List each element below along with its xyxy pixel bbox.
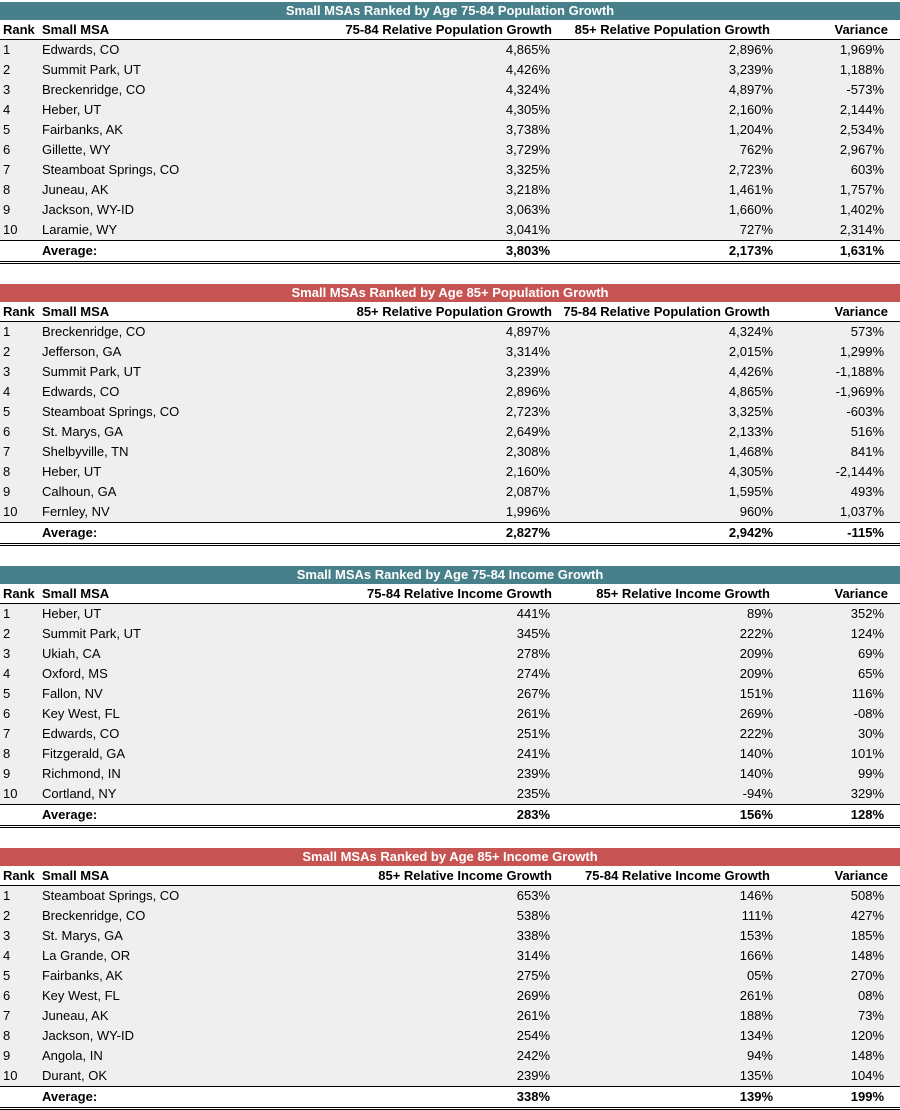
table-row [0, 40, 900, 60]
rank-cell: 6 [3, 142, 11, 157]
rank-cell: 3 [3, 82, 11, 97]
secondary-value-cell: 151% [739, 686, 773, 701]
variance-cell: -573% [846, 82, 884, 97]
secondary-value-cell: 05% [746, 968, 773, 983]
primary-value-cell: 242% [516, 1048, 550, 1063]
primary-value-cell: 274% [516, 666, 550, 681]
rank-cell: 8 [3, 182, 11, 197]
rank-cell: 7 [3, 444, 11, 459]
secondary-value-cell: 2,133% [728, 424, 773, 439]
average-row [0, 1086, 900, 1110]
variance-cell: 65% [857, 666, 884, 681]
variance-cell: 120% [850, 1028, 884, 1043]
average-row [0, 240, 900, 264]
table-row [0, 220, 900, 240]
primary-value-cell: 3,239% [505, 364, 550, 379]
table-title: Small MSAs Ranked by Age 75-84 Income Growth [0, 566, 900, 584]
msa-name-cell: Edwards, CO [42, 726, 120, 741]
column-header-msa: Small MSA [42, 586, 110, 601]
rank-cell: 2 [3, 908, 11, 923]
column-header-primary: 85+ Relative Income Growth [378, 868, 552, 883]
primary-value-cell: 1,996% [505, 504, 550, 519]
primary-value-cell: 235% [516, 786, 550, 801]
primary-value-cell: 2,087% [505, 484, 550, 499]
secondary-value-cell: 261% [739, 988, 773, 1003]
rank-cell: 4 [3, 102, 11, 117]
secondary-value-cell: 1,204% [728, 122, 773, 137]
rank-cell: 9 [3, 484, 11, 499]
secondary-value-cell: 727% [739, 222, 773, 237]
variance-cell: 101% [850, 746, 884, 761]
msa-name-cell: Gillette, WY [42, 142, 111, 157]
average-label: Average: [42, 243, 98, 258]
msa-name-cell: St. Marys, GA [42, 928, 123, 943]
variance-cell: 1,188% [839, 62, 884, 77]
msa-name-cell: Shelbyville, TN [42, 444, 129, 459]
column-header-secondary: 85+ Relative Income Growth [596, 586, 770, 601]
table-row [0, 180, 900, 200]
variance-cell: 99% [857, 766, 884, 781]
secondary-value-cell: 2,015% [728, 344, 773, 359]
primary-value-cell: 269% [516, 988, 550, 1003]
rank-cell: 10 [3, 1068, 18, 1083]
average-label: Average: [42, 525, 98, 540]
variance-cell: 841% [850, 444, 884, 459]
table-row [0, 362, 900, 382]
msa-name-cell: Breckenridge, CO [42, 908, 146, 923]
secondary-value-cell: 153% [739, 928, 773, 943]
table-row [0, 100, 900, 120]
column-header-primary: 75-84 Relative Income Growth [367, 586, 552, 601]
secondary-value-cell: 134% [739, 1028, 773, 1043]
rank-cell: 10 [3, 786, 18, 801]
rank-cell: 6 [3, 988, 11, 1003]
secondary-value-cell: 94% [746, 1048, 773, 1063]
variance-cell: 427% [850, 908, 884, 923]
msa-name-cell: St. Marys, GA [42, 424, 123, 439]
secondary-value-cell: 2,160% [728, 102, 773, 117]
msa-name-cell: Ukiah, CA [42, 646, 101, 661]
variance-cell: 2,534% [839, 122, 884, 137]
rank-cell: 4 [3, 948, 11, 963]
column-header-primary: 85+ Relative Population Growth [356, 304, 552, 319]
average-label: Average: [42, 1089, 98, 1104]
rank-cell: 9 [3, 202, 11, 217]
secondary-value-cell: 4,426% [728, 364, 773, 379]
rank-cell: 7 [3, 1008, 11, 1023]
variance-cell: 329% [850, 786, 884, 801]
rank-cell: 8 [3, 464, 11, 479]
msa-name-cell: Richmond, IN [42, 766, 121, 781]
primary-value-cell: 2,896% [505, 384, 550, 399]
table-row [0, 966, 900, 986]
msa-name-cell: Durant, OK [42, 1068, 108, 1083]
table-row [0, 604, 900, 624]
average-variance: 1,631% [839, 243, 884, 258]
table-title: Small MSAs Ranked by Age 85+ Population Growth [0, 284, 900, 302]
primary-value-cell: 261% [516, 1008, 550, 1023]
average-primary: 283% [516, 807, 550, 822]
rank-cell: 9 [3, 766, 11, 781]
variance-cell: 603% [850, 162, 884, 177]
variance-cell: 124% [850, 626, 884, 641]
rank-cell: 3 [3, 646, 11, 661]
variance-cell: 69% [857, 646, 884, 661]
table-row [0, 140, 900, 160]
primary-value-cell: 275% [516, 968, 550, 983]
table-row [0, 624, 900, 644]
secondary-value-cell: 222% [739, 726, 773, 741]
variance-cell: 185% [850, 928, 884, 943]
column-header-variance: Variance [834, 22, 888, 37]
average-primary: 2,827% [505, 525, 550, 540]
variance-cell: 148% [850, 1048, 884, 1063]
primary-value-cell: 3,738% [505, 122, 550, 137]
primary-value-cell: 3,041% [505, 222, 550, 237]
msa-name-cell: Summit Park, UT [42, 626, 141, 641]
column-header-variance: Variance [834, 868, 888, 883]
variance-cell: 30% [857, 726, 884, 741]
table-row [0, 906, 900, 926]
rank-cell: 10 [3, 504, 18, 519]
msa-name-cell: Key West, FL [42, 988, 120, 1003]
variance-cell: 73% [857, 1008, 884, 1023]
table-75-84-income [0, 566, 900, 828]
variance-cell: 352% [850, 606, 884, 621]
variance-cell: 1,969% [839, 42, 884, 57]
primary-value-cell: 4,865% [505, 42, 550, 57]
variance-cell: 1,402% [839, 202, 884, 217]
primary-value-cell: 314% [516, 948, 550, 963]
secondary-value-cell: 4,305% [728, 464, 773, 479]
rank-cell: 1 [3, 42, 11, 57]
primary-value-cell: 2,649% [505, 424, 550, 439]
msa-name-cell: Calhoun, GA [42, 484, 117, 499]
secondary-value-cell: 4,324% [728, 324, 773, 339]
variance-cell: 148% [850, 948, 884, 963]
primary-value-cell: 345% [516, 626, 550, 641]
table-75-84-population [0, 2, 900, 264]
table-row [0, 644, 900, 664]
rank-cell: 5 [3, 122, 11, 137]
primary-value-cell: 2,160% [505, 464, 550, 479]
column-header-primary: 75-84 Relative Population Growth [345, 22, 552, 37]
msa-name-cell: Juneau, AK [42, 182, 109, 197]
rank-cell: 5 [3, 404, 11, 419]
column-header-msa: Small MSA [42, 304, 110, 319]
table-row [0, 502, 900, 522]
msa-name-cell: Fairbanks, AK [42, 968, 123, 983]
msa-name-cell: Oxford, MS [42, 666, 108, 681]
secondary-value-cell: 762% [739, 142, 773, 157]
variance-cell: 270% [850, 968, 884, 983]
average-row [0, 522, 900, 546]
primary-value-cell: 4,897% [505, 324, 550, 339]
secondary-value-cell: 1,595% [728, 484, 773, 499]
secondary-value-cell: 140% [739, 766, 773, 781]
primary-value-cell: 3,218% [505, 182, 550, 197]
table-row [0, 764, 900, 784]
primary-value-cell: 267% [516, 686, 550, 701]
table-row [0, 784, 900, 804]
rank-cell: 3 [3, 364, 11, 379]
table-row [0, 664, 900, 684]
table-row [0, 744, 900, 764]
primary-value-cell: 254% [516, 1028, 550, 1043]
variance-cell: 573% [850, 324, 884, 339]
rank-cell: 3 [3, 928, 11, 943]
secondary-value-cell: 1,461% [728, 182, 773, 197]
secondary-value-cell: 188% [739, 1008, 773, 1023]
msa-name-cell: Fallon, NV [42, 686, 103, 701]
average-secondary: 156% [739, 807, 773, 822]
variance-cell: 508% [850, 888, 884, 903]
primary-value-cell: 4,426% [505, 62, 550, 77]
msa-name-cell: Angola, IN [42, 1048, 103, 1063]
rank-cell: 1 [3, 606, 11, 621]
table-row [0, 482, 900, 502]
msa-name-cell: Fitzgerald, GA [42, 746, 126, 761]
table-row [0, 462, 900, 482]
msa-name-cell: Jackson, WY-ID [42, 1028, 134, 1043]
column-header-rank: Rank [3, 586, 35, 601]
secondary-value-cell: 2,896% [728, 42, 773, 57]
table-row [0, 886, 900, 906]
average-variance: -115% [847, 525, 884, 540]
secondary-value-cell: 1,660% [728, 202, 773, 217]
table-body [0, 40, 900, 240]
primary-value-cell: 239% [516, 1068, 550, 1083]
variance-cell: 493% [850, 484, 884, 499]
msa-name-cell: Steamboat Springs, CO [42, 404, 180, 419]
table-row [0, 80, 900, 100]
rank-cell: 7 [3, 726, 11, 741]
primary-value-cell: 338% [516, 928, 550, 943]
column-header-variance: Variance [834, 586, 888, 601]
table-title: Small MSAs Ranked by Age 75-84 Population Growth [0, 2, 900, 20]
secondary-value-cell: 2,723% [728, 162, 773, 177]
column-header-secondary: 85+ Relative Population Growth [574, 22, 770, 37]
msa-name-cell: Fairbanks, AK [42, 122, 123, 137]
msa-name-cell: Key West, FL [42, 706, 120, 721]
table-row [0, 684, 900, 704]
msa-name-cell: Steamboat Springs, CO [42, 888, 180, 903]
column-header-msa: Small MSA [42, 868, 110, 883]
rank-cell: 4 [3, 666, 11, 681]
table-row [0, 1066, 900, 1086]
variance-cell: 516% [850, 424, 884, 439]
msa-name-cell: Breckenridge, CO [42, 82, 146, 97]
msa-name-cell: Laramie, WY [42, 222, 118, 237]
secondary-value-cell: 135% [739, 1068, 773, 1083]
secondary-value-cell: 209% [739, 666, 773, 681]
variance-cell: 2,967% [839, 142, 884, 157]
msa-name-cell: Breckenridge, CO [42, 324, 146, 339]
secondary-value-cell: 3,239% [728, 62, 773, 77]
primary-value-cell: 4,305% [505, 102, 550, 117]
rank-cell: 4 [3, 384, 11, 399]
msa-name-cell: Jefferson, GA [42, 344, 122, 359]
column-header-rank: Rank [3, 22, 35, 37]
secondary-value-cell: 140% [739, 746, 773, 761]
column-header-secondary: 75-84 Relative Population Growth [563, 304, 770, 319]
table-body [0, 604, 900, 804]
average-primary: 3,803% [505, 243, 550, 258]
rank-cell: 5 [3, 968, 11, 983]
secondary-value-cell: 960% [739, 504, 773, 519]
variance-cell: 1,757% [839, 182, 884, 197]
msa-name-cell: La Grande, OR [42, 948, 131, 963]
variance-cell: 116% [851, 686, 884, 701]
column-header-rank: Rank [3, 304, 35, 319]
column-header-rank: Rank [3, 868, 35, 883]
table-body [0, 322, 900, 522]
primary-value-cell: 261% [516, 706, 550, 721]
secondary-value-cell: 222% [739, 626, 773, 641]
variance-cell: 104% [850, 1068, 884, 1083]
variance-cell: -1,188% [835, 364, 884, 379]
msa-name-cell: Fernley, NV [42, 504, 110, 519]
variance-cell: 1,037% [839, 504, 884, 519]
column-header-row [0, 20, 900, 40]
msa-name-cell: Cortland, NY [42, 786, 117, 801]
secondary-value-cell: 4,865% [728, 384, 773, 399]
secondary-value-cell: 3,325% [728, 404, 773, 419]
column-header-variance: Variance [834, 304, 888, 319]
primary-value-cell: 3,325% [505, 162, 550, 177]
column-header-row [0, 866, 900, 886]
primary-value-cell: 441% [516, 606, 550, 621]
rank-cell: 8 [3, 1028, 11, 1043]
average-variance: 199% [850, 1089, 884, 1104]
table-row [0, 382, 900, 402]
table-row [0, 986, 900, 1006]
rank-cell: 6 [3, 424, 11, 439]
primary-value-cell: 4,324% [505, 82, 550, 97]
rank-cell: 1 [3, 324, 11, 339]
variance-cell: -603% [846, 404, 884, 419]
table-row [0, 704, 900, 724]
table-title: Small MSAs Ranked by Age 85+ Income Growth [0, 848, 900, 866]
table-row [0, 926, 900, 946]
msa-name-cell: Edwards, CO [42, 42, 120, 57]
variance-cell: 1,299% [839, 344, 884, 359]
secondary-value-cell: 89% [746, 606, 773, 621]
primary-value-cell: 241% [516, 746, 550, 761]
column-header-secondary: 75-84 Relative Income Growth [585, 868, 770, 883]
table-body [0, 886, 900, 1086]
primary-value-cell: 538% [516, 908, 550, 923]
column-header-row [0, 584, 900, 604]
variance-cell: 2,144% [839, 102, 884, 117]
rank-cell: 2 [3, 626, 11, 641]
rank-cell: 9 [3, 1048, 11, 1063]
rank-cell: 2 [3, 62, 11, 77]
secondary-value-cell: 166% [739, 948, 773, 963]
secondary-value-cell: 269% [739, 706, 773, 721]
primary-value-cell: 278% [516, 646, 550, 661]
variance-cell: -2,144% [835, 464, 884, 479]
rank-cell: 10 [3, 222, 18, 237]
primary-value-cell: 3,314% [505, 344, 550, 359]
table-row [0, 402, 900, 422]
average-primary: 338% [516, 1089, 550, 1104]
table-row [0, 1046, 900, 1066]
table-row [0, 160, 900, 180]
column-header-row [0, 302, 900, 322]
rank-cell: 8 [3, 746, 11, 761]
primary-value-cell: 2,723% [505, 404, 550, 419]
secondary-value-cell: -94% [742, 786, 773, 801]
table-row [0, 200, 900, 220]
table-row [0, 322, 900, 342]
msa-name-cell: Juneau, AK [42, 1008, 109, 1023]
variance-cell: 08% [857, 988, 884, 1003]
average-variance: 128% [850, 807, 884, 822]
secondary-value-cell: 146% [739, 888, 773, 903]
primary-value-cell: 251% [516, 726, 550, 741]
average-secondary: 2,173% [728, 243, 773, 258]
rank-cell: 7 [3, 162, 11, 177]
table-row [0, 1006, 900, 1026]
primary-value-cell: 3,063% [505, 202, 550, 217]
table-row [0, 60, 900, 80]
msa-name-cell: Summit Park, UT [42, 62, 141, 77]
msa-name-cell: Steamboat Springs, CO [42, 162, 180, 177]
table-85-plus-population [0, 284, 900, 546]
rank-cell: 5 [3, 686, 11, 701]
rank-cell: 1 [3, 888, 11, 903]
primary-value-cell: 239% [516, 766, 550, 781]
secondary-value-cell: 209% [739, 646, 773, 661]
msa-name-cell: Edwards, CO [42, 384, 120, 399]
variance-cell: -1,969% [835, 384, 884, 399]
variance-cell: 2,314% [839, 222, 884, 237]
msa-name-cell: Heber, UT [42, 464, 102, 479]
rank-cell: 6 [3, 706, 11, 721]
msa-name-cell: Heber, UT [42, 102, 102, 117]
msa-name-cell: Jackson, WY-ID [42, 202, 134, 217]
secondary-value-cell: 111% [741, 908, 773, 923]
table-row [0, 120, 900, 140]
secondary-value-cell: 1,468% [728, 444, 773, 459]
average-label: Average: [42, 807, 98, 822]
primary-value-cell: 3,729% [505, 142, 550, 157]
table-row [0, 1026, 900, 1046]
table-row [0, 946, 900, 966]
rank-cell: 2 [3, 344, 11, 359]
table-row [0, 442, 900, 462]
average-secondary: 139% [739, 1089, 773, 1104]
table-85-plus-income [0, 848, 900, 1110]
column-header-msa: Small MSA [42, 22, 110, 37]
variance-cell: -08% [853, 706, 884, 721]
average-secondary: 2,942% [728, 525, 773, 540]
msa-name-cell: Heber, UT [42, 606, 102, 621]
primary-value-cell: 653% [516, 888, 550, 903]
table-row [0, 724, 900, 744]
average-row [0, 804, 900, 828]
table-row [0, 342, 900, 362]
primary-value-cell: 2,308% [505, 444, 550, 459]
msa-name-cell: Summit Park, UT [42, 364, 141, 379]
table-row [0, 422, 900, 442]
secondary-value-cell: 4,897% [728, 82, 773, 97]
